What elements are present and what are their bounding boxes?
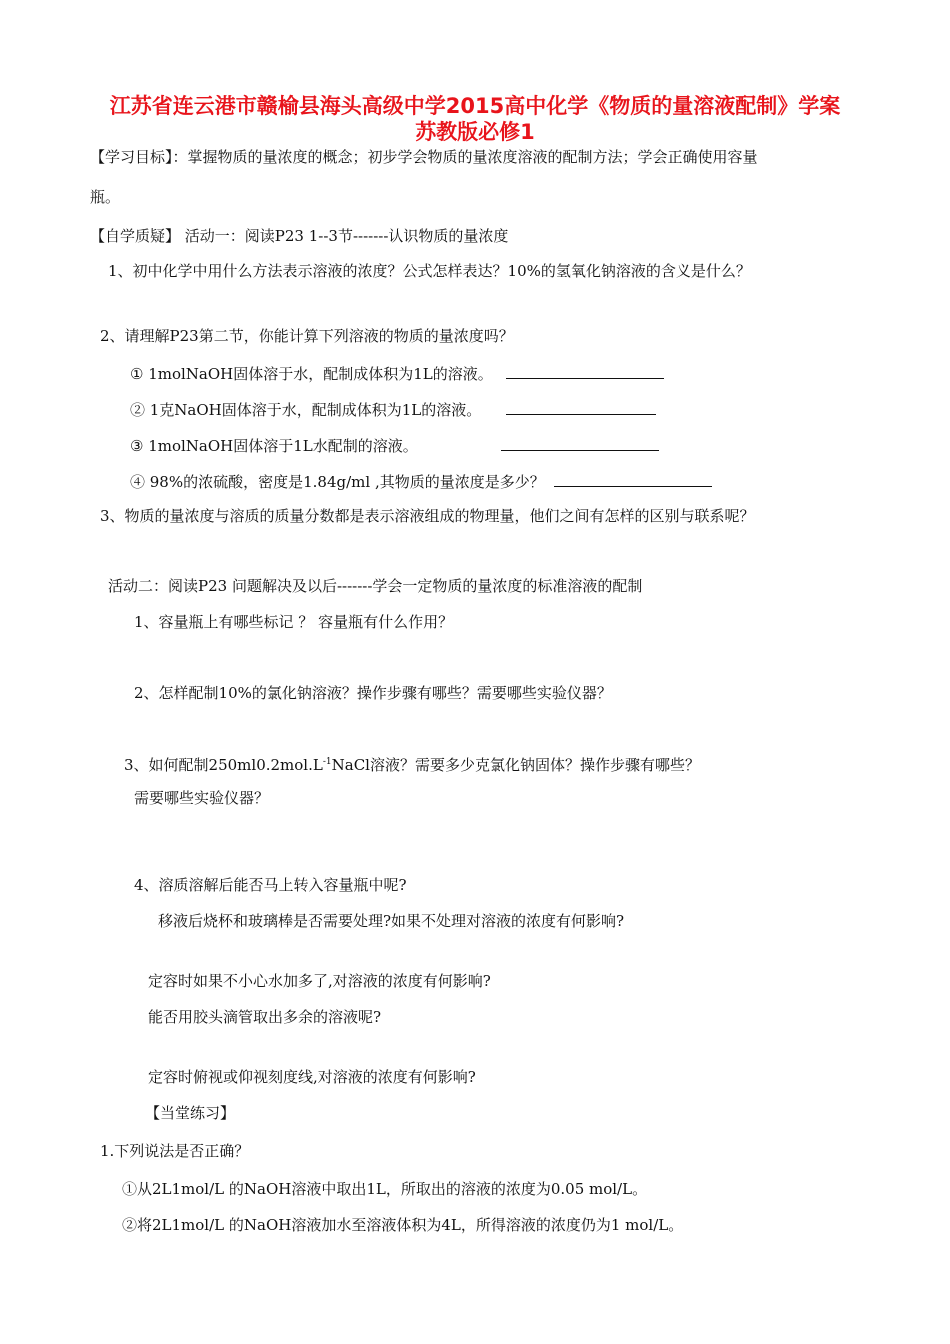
answer-blank[interactable] — [506, 362, 664, 379]
self-study-question-2: 2、请理解P23第二节，你能计算下列溶液的物质的量浓度吗？ — [100, 327, 514, 345]
question-2-item-4 — [130, 470, 712, 492]
self-study-header: 【自学质疑】 活动一：阅读P23 1--3节-------认识物质的量浓度 — [90, 227, 509, 245]
practice-question-1-item-2: ②将2L1mol/L 的NaOH溶液加水至溶液体积为4L，所得溶液的浓度仍为1 mol/L。 — [122, 1216, 684, 1234]
activity2-question-3-line2: 需要哪些实验仪器？ — [134, 789, 270, 807]
answer-blank[interactable] — [501, 434, 659, 451]
activity2-header: 活动二：阅读P23 问题解决及以后-------学会一定物质的量浓度的标准溶液的配制 — [108, 577, 643, 595]
activity2-question-4: 4、溶质溶解后能否马上转入容量瓶中呢? — [134, 876, 407, 894]
question-2-item-2 — [130, 398, 656, 420]
question-2-item-1-text: ① 1molNaOH固体溶于水，配制成体积为1L的溶液。 — [130, 365, 493, 383]
practice-header: 【当堂练习】 — [145, 1104, 236, 1122]
activity2-question-3-post: NaCl溶液？需要多少克氯化钠固体？操作步骤有哪些？ — [331, 756, 700, 774]
question-2-item-3 — [130, 434, 659, 456]
activity2-question-3-pre: 3、如何配制250ml0.2mol.L — [124, 756, 323, 774]
question-2-item-2-text: ② 1克NaOH固体溶于水，配制成体积为1L的溶液。 — [130, 401, 482, 419]
activity2-question-4-sub1: 移液后烧杯和玻璃棒是否需要处理?如果不处理对溶液的浓度有何影响? — [158, 912, 625, 930]
question-2-item-3-text: ③ 1molNaOH固体溶于1L水配制的溶液。 — [130, 437, 418, 455]
practice-question-1-item-1: ①从2L1mol/L 的NaOH溶液中取出1L，所取出的溶液的浓度为0.05 mol/L。 — [122, 1180, 648, 1198]
activity2-question-3-sup: -1 — [322, 757, 332, 767]
objectives-line1: 【学习目标】：掌握物质的量浓度的概念；初步学会物质的量浓度溶液的配制方法；学会正确使用容量 — [90, 148, 758, 166]
answer-blank[interactable] — [554, 470, 712, 487]
activity2-question-4-sub4: 定容时俯视或仰视刻度线,对溶液的浓度有何影响? — [148, 1068, 476, 1086]
answer-blank[interactable] — [506, 398, 656, 415]
self-study-question-3: 3、物质的量浓度与溶质的质量分数都是表示溶液组成的物理量，他们之间有怎样的区别与联系呢？ — [100, 507, 755, 525]
objectives-line2: 瓶。 — [90, 188, 121, 206]
document-title-line2: 苏教版必修1 — [415, 120, 535, 144]
document-title-line1: 江苏省连云港市赣榆县海头高级中学2015高中化学《物质的量溶液配制》学案 — [109, 94, 841, 118]
question-2-item-1 — [130, 362, 664, 384]
activity2-question-3 — [124, 752, 700, 775]
activity2-question-4-sub2: 定容时如果不小心水加多了,对溶液的浓度有何影响? — [148, 972, 491, 990]
question-2-item-4-text: ④ 98%的浓硫酸，密度是1.84g/ml ,其物质的量浓度是多少？ — [130, 473, 545, 491]
activity2-question-4-sub3: 能否用胶头滴管取出多余的溶液呢? — [148, 1008, 382, 1026]
self-study-question-1: 1、初中化学中用什么方法表示溶液的浓度？公式怎样表达？10%的氢氧化钠溶液的含义是什么？ — [108, 262, 751, 280]
practice-question-1: 1.下列说法是否正确？ — [100, 1142, 250, 1160]
activity2-question-2: 2、怎样配制10%的氯化钠溶液？操作步骤有哪些？需要哪些实验仪器？ — [134, 684, 612, 702]
activity2-question-1: 1、容量瓶上有哪些标记 ？ 容量瓶有什么作用？ — [134, 613, 454, 631]
